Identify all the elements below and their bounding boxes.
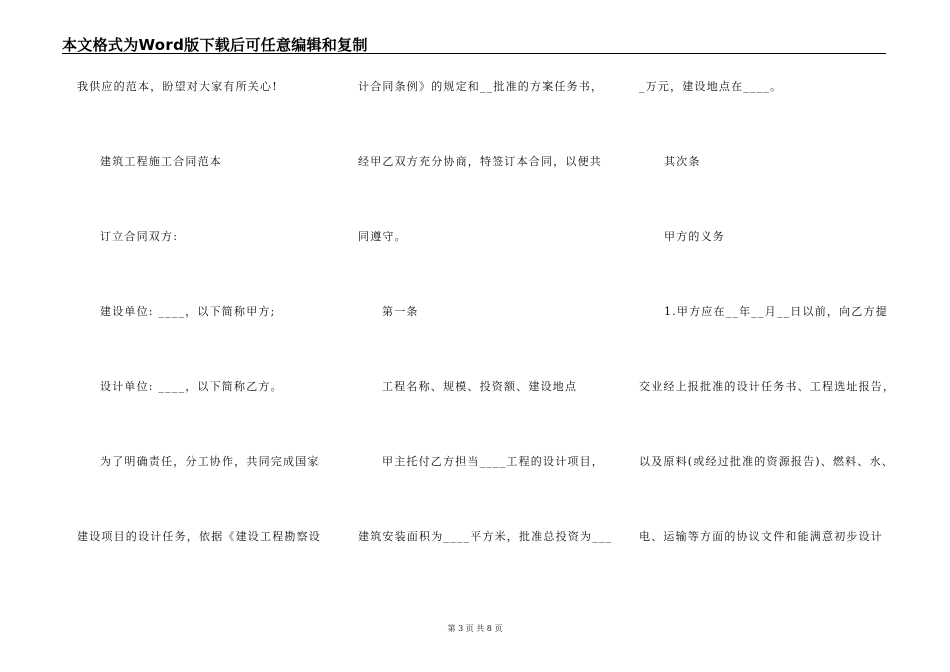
text-line: _万元，建设地点在____。: [639, 80, 783, 93]
text-column-1: [0, 0, 330, 672]
text-line: 交业经上报批准的设计任务书、工程选址报告，: [639, 380, 896, 393]
text-line: 计合同条例》的规定和__批准的方案任务书，: [358, 80, 604, 93]
text-line: 以及原料(或经过批准的资源报告)、燃料、水、: [639, 455, 894, 468]
page-number: 第 3 页 共 8 页: [447, 624, 503, 633]
text-column-3: [630, 0, 930, 672]
text-line: 经甲乙双方充分协商，特签订本合同，以便共: [358, 155, 602, 168]
text-line: 1.甲方应在__年__月__日以前，向乙方提: [664, 305, 888, 318]
document-header: 本文格式为Word版下载后可任意编辑和复制: [62, 36, 368, 54]
text-line: 电、运输等方面的协议文件和能满意初步设计: [639, 530, 883, 543]
text-line: 其次条: [664, 155, 701, 168]
text-line: 订立合同双方:: [100, 230, 179, 243]
text-line: 建设项目的设计任务，依据《建设工程勘察设: [77, 530, 321, 543]
text-line: 第一条: [382, 305, 419, 318]
text-line: 同遵守。: [358, 230, 407, 243]
text-line: 为了明确责任，分工协作，共同完成国家: [100, 455, 320, 468]
text-line: 我供应的范本，盼望对大家有所关心!: [77, 80, 278, 93]
text-line: 甲方的义务: [664, 230, 725, 243]
text-line: 工程名称、规模、投资额、建设地点: [382, 380, 578, 393]
text-line: 建筑安装面积为____平方米，批准总投资为___: [358, 530, 613, 543]
text-line: 设计单位: ____，以下简称乙方。: [100, 380, 283, 393]
text-line: 建筑工程施工合同范本: [100, 155, 222, 168]
text-column-2: [330, 0, 630, 672]
text-line: 建设单位: ____，以下简称甲方;: [100, 305, 276, 318]
text-line: 甲主托付乙方担当____工程的设计项目，: [382, 455, 604, 468]
